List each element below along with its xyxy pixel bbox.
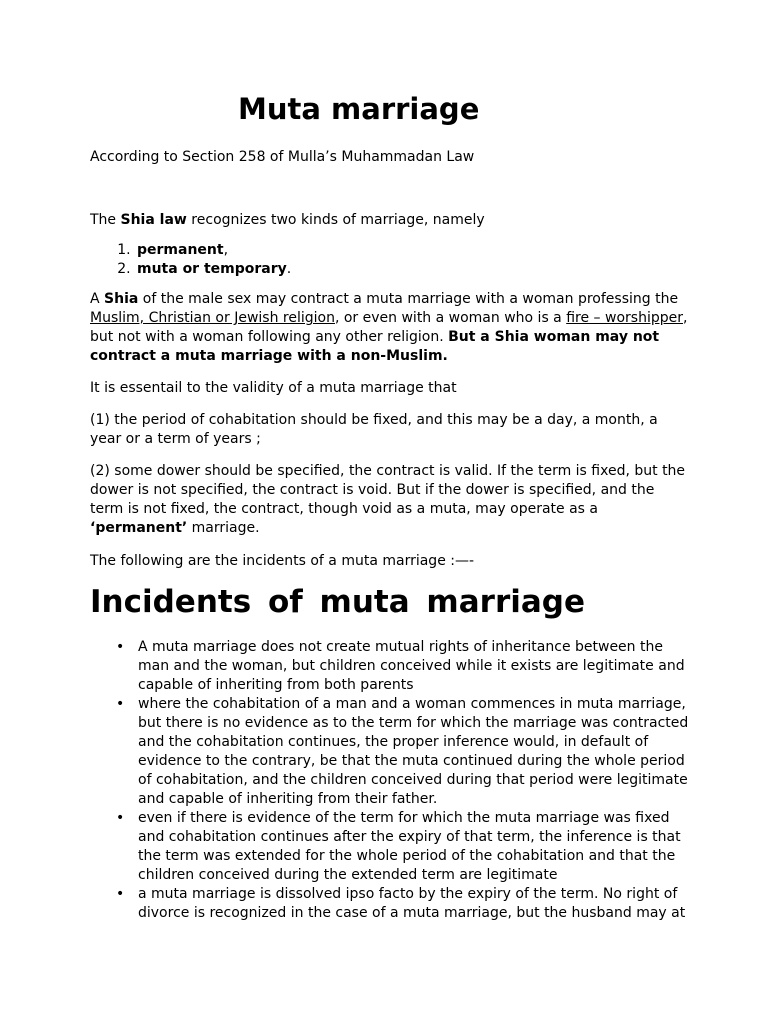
subtitle: According to Section 258 of Mulla’s Muhammadan Law: [90, 149, 475, 165]
list-item: [116, 638, 690, 695]
bullet-icon: •: [116, 886, 125, 902]
shia-text: A: [90, 291, 105, 307]
incident-text: a muta marriage is dissolved ipso facto by the expiry of the term. No right of divorce is recognized in the case of a muta marriage, but the husband may at: [138, 886, 686, 921]
incidents-list: [90, 638, 690, 923]
kind-bold: muta or temporary: [137, 261, 287, 277]
bullet-icon: •: [116, 810, 125, 826]
page-title: Muta marriage: [238, 92, 480, 126]
shia-text: of the male sex may contract a muta marriage with a woman professing the: [138, 291, 679, 307]
list-item: [116, 695, 690, 809]
kind-punct: .: [286, 261, 292, 277]
condition-1-paragraph: (1) the period of cohabitation should be fixed, and this may be a day, a month, a year or a term of years ;: [90, 412, 658, 447]
list-item: [116, 809, 690, 885]
fire-worshipper-underlined: fire – worshipper: [566, 310, 683, 326]
shia-bold: Shia: [104, 291, 139, 307]
incident-text: A muta marriage does not create mutual rights of inheritance between the man and the woman, but children conceived while it exists are legitimate and capable of inheriting from both parents: [138, 639, 685, 693]
following-paragraph: The following are the incidents of a muta marriage :—-: [90, 553, 475, 569]
cond2-bold: ‘permanent’: [90, 520, 188, 536]
list-item: [135, 241, 291, 260]
cond2-text: (2) some dower should be specified, the contract is valid. If the term is fixed, but the dower is not specified, the contract is void. But if the dower is specified, and the term is not fixed, the contract, though void as a muta, may operate as a: [90, 463, 686, 517]
list-item: [135, 260, 291, 279]
intro-text-after: recognizes two kinds of marriage, namely: [186, 212, 485, 228]
incidents-heading: Incidents of muta marriage: [90, 584, 585, 620]
intro-text: The: [90, 212, 121, 228]
incident-text: even if there is evidence of the term for which the muta marriage was fixed and cohabitation continues after the expiry of that term, the inference is that the term was extended for the whole period of the cohabitation and that the children conceived during the extended term are legitimate: [138, 810, 681, 883]
cond2-text-after: marriage.: [187, 520, 260, 536]
kind-punct: ,: [223, 242, 229, 258]
condition-2-paragraph: [90, 462, 690, 538]
bullet-icon: •: [116, 696, 125, 712]
religions-underlined: Muslim, Christian or Jewish religion: [90, 310, 335, 326]
shia-woman-bold: But a Shia woman may not contract a muta marriage with a non-Muslim.: [90, 329, 660, 364]
intro-paragraph: [90, 211, 485, 230]
shia-text: , or even with a woman who is a: [334, 310, 567, 326]
bullet-icon: •: [116, 639, 125, 655]
shia-text: , but not with a woman following any other religion.: [90, 310, 688, 345]
list-item: [116, 885, 690, 923]
incident-text: where the cohabitation of a man and a woman commences in muta marriage, but there is no evidence as to the term for which the marriage was contracted and the cohabitation continues, the proper inference would, in default of evidence to the contrary, be that the muta continued during the whole period of cohabitation, and the children conceived during that period were legitimate and capable of inheriting from their father.: [138, 696, 689, 807]
intro-bold: Shia law: [120, 212, 187, 228]
kind-bold: permanent: [137, 242, 224, 258]
essential-paragraph: It is essentail to the validity of a muta marriage that: [90, 380, 457, 396]
kinds-list: [90, 241, 291, 279]
shia-paragraph: [90, 290, 690, 366]
